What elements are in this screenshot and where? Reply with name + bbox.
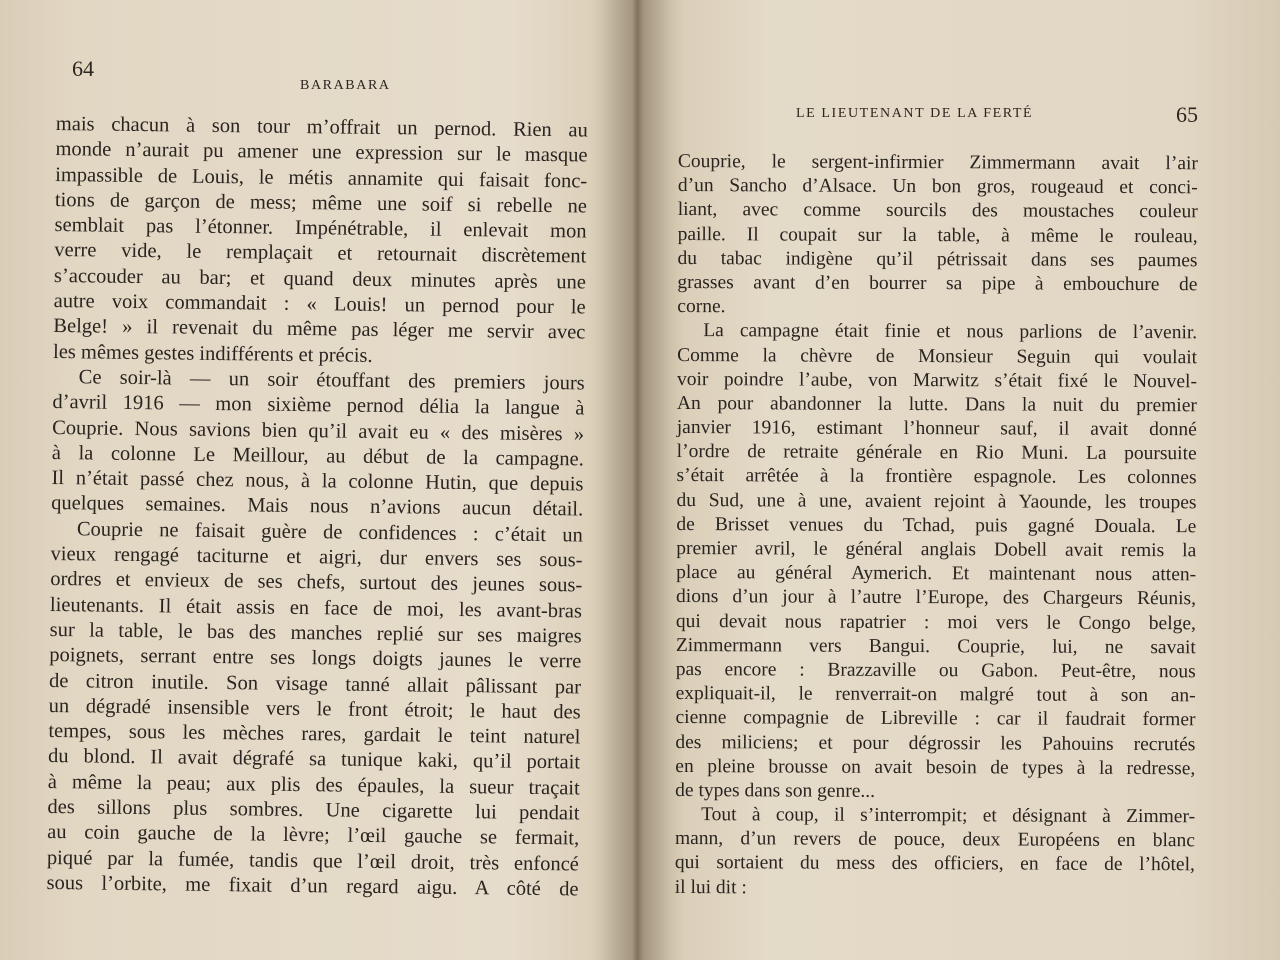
text-line: janvier 1916, estimant l’honneur sauf, il avait donné bbox=[676, 417, 1197, 441]
text-line: lieutenants. Il était assis en face de moi, les avant-bras bbox=[49, 593, 583, 623]
text-line: il lui dit : bbox=[674, 876, 747, 898]
text-line: grasses avant d’en bourrer sa pipe à embouchure de bbox=[677, 271, 1198, 296]
text-line: en pleine brousse on avait besoin de types à la redresse, bbox=[675, 755, 1196, 779]
text-line: Il n’était passé chez nous, à la colonne Hutin, que depuis bbox=[51, 467, 584, 496]
text-line: d’avril 1916 — mon sixième pernod délia la langue à bbox=[52, 391, 585, 420]
text-line: ordres et envieux de ses chefs, surtout des jeunes sous- bbox=[50, 568, 583, 597]
text-line: mais chacun à son tour m’offrait un pernod. Rien au bbox=[55, 112, 588, 142]
text-line: expliquait-il, le renverrait-on malgré tout à son an- bbox=[675, 683, 1196, 707]
text-line: impassible de Louis, le métis annamite qui faisait fonc- bbox=[55, 163, 588, 193]
text-line: vieux rengagé taciturne et aigri, dur envers ses sous- bbox=[50, 543, 583, 572]
text-line: paille. Il coupait sur la table, à même le rouleau, bbox=[677, 223, 1198, 247]
text-line: un dégradé insensible vers le front étroit; le haut des bbox=[48, 694, 581, 724]
text-line: An pour abandonner la lutte. Dans la nuit du premier bbox=[676, 392, 1197, 417]
text-line: de Brisset venues du Tchad, puis gagné Douala. Le bbox=[676, 513, 1197, 538]
text-line: cienne compagnie de Libreville : car il faudrait former bbox=[675, 707, 1196, 731]
text-line: sous l’orbite, me fixait d’un regard aigu. A côté de bbox=[46, 871, 579, 901]
text-line: poignets, serrant entre ses longs doigts jaunes le verre bbox=[49, 644, 582, 673]
right-page-text bbox=[675, 150, 1198, 902]
text-line: place au général Aymerich. Et maintenant nous atten- bbox=[676, 562, 1197, 586]
text-line: à la colonne Le Meillour, au début de la campagne. bbox=[51, 441, 584, 471]
text-line: s’accouder au bar; et quand deux minutes après une bbox=[53, 264, 587, 294]
text-line: du tabac indigène qu’il pétrissait dans ses paumes bbox=[677, 247, 1198, 272]
text-line: s’était arrêtée à la frontière espagnole. Les colonnes bbox=[676, 465, 1197, 489]
text-line: tempes, sous les mèches rares, gardait le teint naturel bbox=[48, 720, 581, 749]
right-running-head: LE LIEUTENANT DE LA FERTÉ bbox=[796, 106, 1034, 121]
text-line: d’un Sancho d’Alsace. Un bon gros, rougeaud et conci- bbox=[677, 175, 1198, 199]
text-line: Tout à coup, il s’interrompit; et désignant à Zimmer- bbox=[701, 804, 1196, 828]
text-line: au coin gauche de la lèvre; l’œil gauche se fermait, bbox=[47, 821, 580, 850]
text-line: piqué par la fumée, tandis que l’œil droit, très enfoncé bbox=[46, 846, 579, 876]
text-line: Ce soir-là — un soir étouffant des premiers jours bbox=[78, 366, 585, 395]
text-line: du blond. Il avait dégrafé sa tunique kaki, qu’il portait bbox=[47, 745, 581, 774]
text-line: La campagne était finie et nous parlions de l’avenir. bbox=[703, 320, 1198, 344]
left-page-number: 64 bbox=[72, 56, 94, 81]
text-line: de citron inutile. Son visage tanné allait pâlissant par bbox=[48, 669, 582, 698]
text-line: liant, avec comme sourcils des moustaches couleur bbox=[677, 199, 1198, 223]
text-line: verre vide, le remplaçait et retournait discrètement bbox=[54, 239, 587, 268]
text-line: des sillons plus sombres. Une cigarette lui pendait bbox=[47, 795, 580, 825]
text-line: dions d’un jour à l’autre l’Europe, des Chargeurs Réunis, bbox=[676, 586, 1197, 610]
text-line: à même la peau; aux plis des épaules, la sueur traçait bbox=[47, 770, 580, 800]
text-line: du Sud, une à une, avaient rejoint à Yaounde, les troupes bbox=[676, 489, 1197, 513]
text-line: Couprie ne faisait guère de confidences : c’était un bbox=[76, 518, 584, 547]
left-page bbox=[0, 0, 630, 960]
text-line: Couprie. Nous savions bien qu’il avait eu « des misères » bbox=[52, 416, 585, 446]
text-line: de types dans son genre... bbox=[675, 779, 876, 802]
left-page-text bbox=[46, 112, 588, 903]
text-line: voir poindre l’aube, von Marwitz s’était fixé le Nouvel- bbox=[676, 368, 1198, 392]
text-line: pas encore : Brazzaville ou Gabon. Peut-être, nous bbox=[675, 658, 1196, 683]
text-line: Couprie, le sergent-infirmier Zimmermann avait l’air bbox=[677, 150, 1198, 175]
text-line: semblait pas l’étonner. Impénétrable, il enlevait mon bbox=[54, 214, 587, 243]
text-line: des miliciens; et pour dégrossir les Pahouins recrutés bbox=[675, 731, 1196, 755]
text-line: autre voix commandait : « Louis! un pernod pour le bbox=[53, 290, 586, 319]
text-line: Zimmermann vers Bangui. Couprie, lui, ne savait bbox=[675, 634, 1196, 659]
right-page-number: 65 bbox=[1176, 102, 1198, 127]
text-line: sur la table, le bas des manches replié sur ses maigres bbox=[49, 618, 582, 648]
text-line: quelques semaines. Mais nous n’avions aucun détail. bbox=[51, 492, 584, 521]
text-line: tions de garçon de mess; même une soif si rebelle ne bbox=[54, 188, 588, 218]
text-line: Comme la chèvre de Monsieur Seguin qui voulait bbox=[677, 344, 1198, 368]
text-line: qui sortaient du mess des officiers, en face de l’hôtel, bbox=[674, 852, 1195, 876]
left-running-head: BARABARA bbox=[300, 78, 391, 93]
text-line: qui devait nous rapatrier : moi vers le Congo belge, bbox=[675, 610, 1196, 634]
text-line: monde n’aurait pu amener une expression sur le masque bbox=[55, 138, 588, 167]
text-line: Belge! » il revenait du même pas léger me servir avec bbox=[53, 315, 586, 344]
right-page bbox=[650, 0, 1280, 960]
text-line: corne. bbox=[677, 296, 726, 318]
text-line: l’ordre de retraite générale en Rio Muni. La poursuite bbox=[676, 441, 1197, 465]
text-line: premier avril, le général anglais Dobell avait remis la bbox=[676, 537, 1197, 562]
text-line: mann, d’un revers de pouce, deux Européens en blanc bbox=[674, 828, 1196, 852]
text-line: les mêmes gestes indifférents et précis. bbox=[52, 340, 373, 367]
